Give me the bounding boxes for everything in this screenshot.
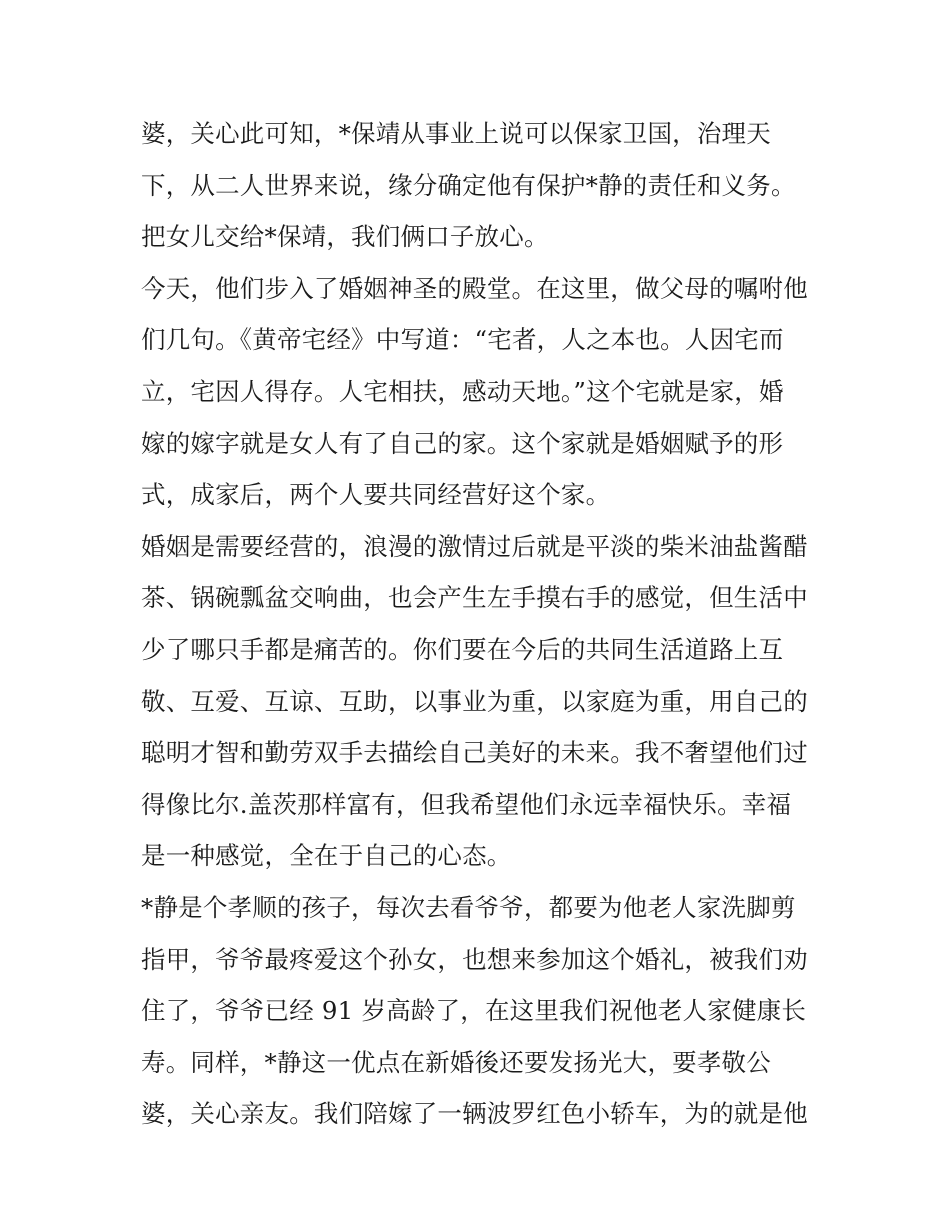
text-line-3: 把女儿交给*保靖，我们俩口子放心。 — [141, 222, 549, 252]
text-line-6: 立，宅因人得存。人宅相扶，感动天地。”这个宅就是家，婚 — [141, 376, 784, 406]
document-body — [141, 108, 821, 1140]
text-line-7: 嫁的嫁字就是女人有了自己的家。这个家就是婚姻赋予的形 — [141, 428, 784, 458]
text-line-9: 婚姻是需要经营的，浪漫的激情过后就是平淡的柴米油盐酱醋 — [141, 531, 808, 561]
text-line-19: 寿。同样，*静这一优点在新婚後还要发扬光大，要孝敬公 — [141, 1047, 771, 1077]
text-line-8: 式，成家后，两个人要共同经营好这个家。 — [141, 480, 611, 510]
text-line-12: 敬、互爱、互谅、互助，以事业为重，以家庭为重，用自己的 — [141, 686, 808, 716]
text-line-20: 婆，关心亲友。我们陪嫁了一辆波罗红色小轿车，为的就是他 — [141, 1099, 808, 1129]
text-line-1: 婆，关心此可知，*保靖从事业上说可以保家卫国，治理天 — [141, 119, 771, 148]
text-line-14: 得像比尔.盖茨那样富有，但我希望他们永远幸福快乐。幸福 — [141, 789, 792, 819]
text-line-2: 下，从二人世界来说，缘分确定他有保护*静的责任和义务。 — [141, 170, 796, 200]
text-line-18: 住了，爷爷已经 91 岁高龄了，在这里我们祝他老人家健康长 — [141, 996, 807, 1026]
text-line-16: *静是个孝顺的孩子，每次去看爷爷，都要为他老人家洗脚剪 — [141, 892, 796, 922]
text-line-15: 是一种感觉，全在于自己的心态。 — [141, 841, 512, 871]
text-line-17: 指甲，爷爷最疼爱这个孙女，也想来参加这个婚礼，被我们劝 — [141, 944, 808, 974]
text-line-4: 今天，他们步入了婚姻神圣的殿堂。在这里，做父母的嘱咐他 — [141, 273, 808, 303]
text-line-10: 茶、锅碗瓢盆交响曲，也会产生左手摸右手的感觉，但生活中 — [141, 583, 808, 613]
text-line-5: 们几句。《黄帝宅经》中写道：“宅者，人之本也。人因宅而 — [141, 325, 784, 355]
text-line-11: 少了哪只手都是痛苦的。你们要在今后的共同生活道路上互 — [141, 634, 784, 664]
text-line-13: 聪明才智和勤劳双手去描绘自己美好的未来。我不奢望他们过 — [141, 738, 808, 768]
